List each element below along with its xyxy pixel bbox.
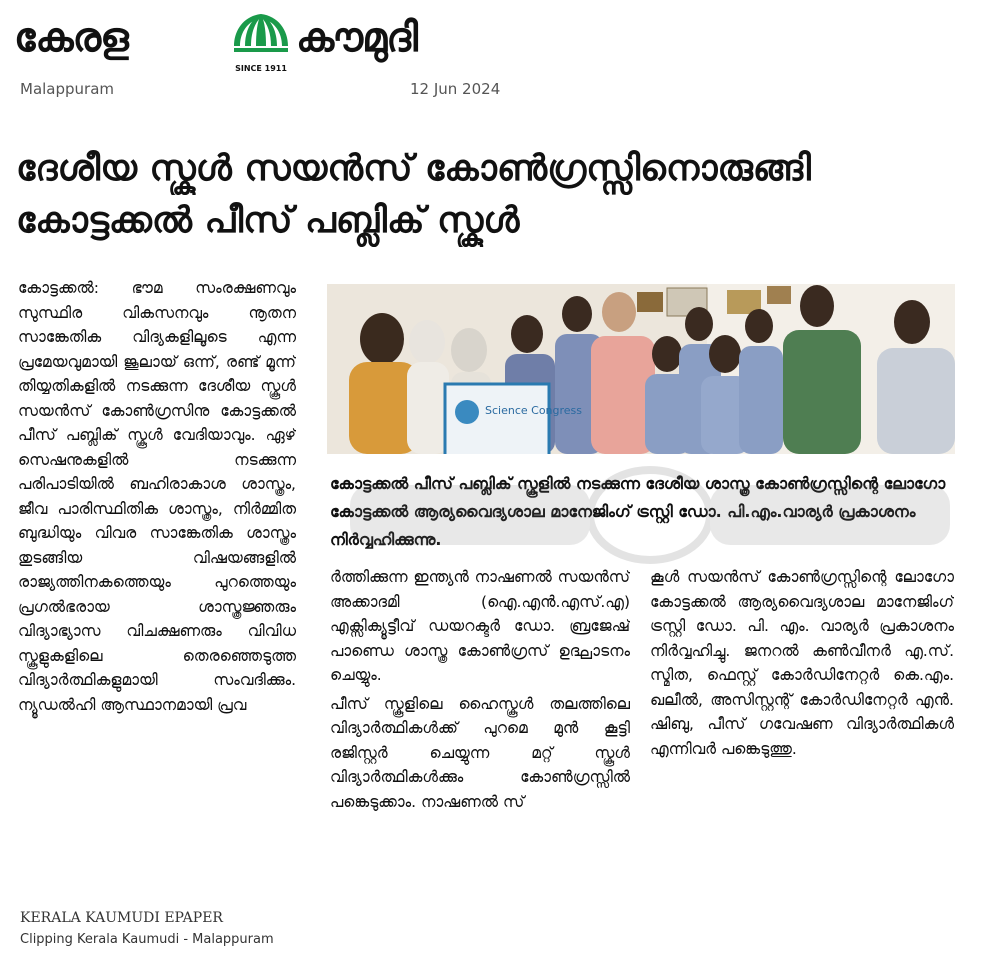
article-column-2 <box>330 565 630 885</box>
edition-label: Malappuram <box>20 80 115 98</box>
article-paragraph: ർത്തിക്കുന്ന ഇന്ത്യൻ നാഷണൽ സയൻസ് അക്കാദമി (ഐ.എൻ.എസ്.എ) എക്സിക്യൂട്ടീവ് ഡയറക്ടർ ഡോ. ബ്രജേഷ് പാണ്ഡെ ശാസ്ത്ര കോൺഗ്രസ് ഉദ്ഘാടനം ചെയ്യും. <box>330 568 630 684</box>
article-paragraph: പീസ് സ്കൂളിലെ ഹൈസ്കൂൾ തലത്തിലെ വിദ്യാർത്ഥികൾക്ക് പുറമെ മുൻ കൂട്ടി രജിസ്റ്റർ ചെയ്യുന്ന മറ്റ് സ്കൂൾ വിദ്യാർത്ഥികൾക്കും കോൺഗ്രസ്സിൽ പങ്കെടുക്കാം. നാഷണൽ സ് <box>330 694 630 811</box>
news-photo <box>327 284 955 454</box>
since-label: SINCE 1911 <box>235 64 287 73</box>
masthead-title-right: കൗമുദി <box>296 15 418 61</box>
date-label: 12 Jun 2024 <box>410 80 501 98</box>
headline-line-1: ദേശീയ സ്കൂൾ സയൻസ് കോൺഗ്രസ്സിനൊരുങ്ങി <box>16 148 811 189</box>
masthead <box>14 8 514 78</box>
article-column-1 <box>18 276 296 886</box>
footer-brand: KERALA KAUMUDI EPAPER <box>20 910 223 926</box>
photo-caption: കോട്ടക്കൽ പീസ് പബ്ലിക് സ്കൂളിൽ നടക്കുന്ന ദേശീയ ശാസ്ത്ര കോൺഗ്രസ്സിന്റെ ലോഗോ കോട്ടക്കൽ ആര്യവൈദ്യശാല മാനേജിംഗ് ട്രസ്റ്റി ഡോ. പി.എം.വാര്യർ പ്രകാശനം നിർവ്വഹിക്കുന്നു. <box>330 474 946 549</box>
photo-illustration <box>327 284 955 454</box>
footer-clipping: Clipping Kerala Kaumudi - Malappuram <box>20 932 274 947</box>
masthead-title-left: കേരള <box>14 15 128 61</box>
headline <box>16 143 976 247</box>
article-paragraph: കൂൾ സയൻസ് കോൺഗ്രസ്സിന്റെ ലോഗോ കോട്ടക്കൽ ആര്യവൈദ്യശാല മാനേജിംഗ് ട്രസ്റ്റി ഡോ. പി. എം. വാര്യർ പ്രകാശനം നിർവ്വഹിച്ചു. ജനറൽ കൺവീനർ എ.സ്. സ്മിത, ഫെസ്റ്റ് കോർഡിനേറ്റർ കെ.എം. ഖലീൽ, അസിസ്റ്റന്റ് കോർഡിനേറ്റർ എൻ. ഷിബു, പീസ് ഗവേഷണ വിദ്യാർത്ഥികൾ എന്നിവർ പങ്കെടുത്തു. <box>650 568 954 758</box>
article-column-3 <box>650 565 954 885</box>
banner-text: Science Congress <box>485 404 583 417</box>
headline-line-2: കോട്ടക്കൽ പീസ് പബ്ലിക് സ്കൂൾ <box>16 200 520 241</box>
article-paragraph: കോട്ടക്കൽ: ഭൗമ സംരക്ഷണവും സുസ്ഥിര വികസനവും നൂതന സാങ്കേതിക വിദ്യകളിലൂടെ എന്ന പ്രമേയവുമായി ജൂലായ് ഒന്ന്, രണ്ട് മൂന്ന് തിയ്യതികളിൽ നടക്കുന്ന ദേശീയ സ്കൂൾ സയൻസ് കോൺഗ്രസിനു കോട്ടക്കൽ പീസ് പബ്ലിക് സ്കൂൾ വേദിയാവും. ഏഴ് സെഷനുകളിൽ നടക്കുന്ന പരിപാടിയിൽ ബഹിരാകാശ ശാസ്ത്രം, ജീവ പാരിസ്ഥിതിക ശാസ്ത്രം, നിർമ്മിത ബുദ്ധിയും വിവര സാങ്കേതിക ശാസ്ത്രം തുടങ്ങിയ വിഷയങ്ങളിൽ രാജ്യത്തിനകത്തെയും പുറത്തെയും പ്രഗൽഭരായ ശാസ്ത്രജ്ഞരും വിദ്യാഭ്യാസ വിചക്ഷണരും വിവിധ സ്കൂളുകളിലെ തെരഞ്ഞെടുത്ത വിദ്യാർത്ഥികളുമായി സംവദിക്കും. ന്യൂഡൽഹി ആസ്ഥാനമായി പ്രവ <box>18 279 296 714</box>
